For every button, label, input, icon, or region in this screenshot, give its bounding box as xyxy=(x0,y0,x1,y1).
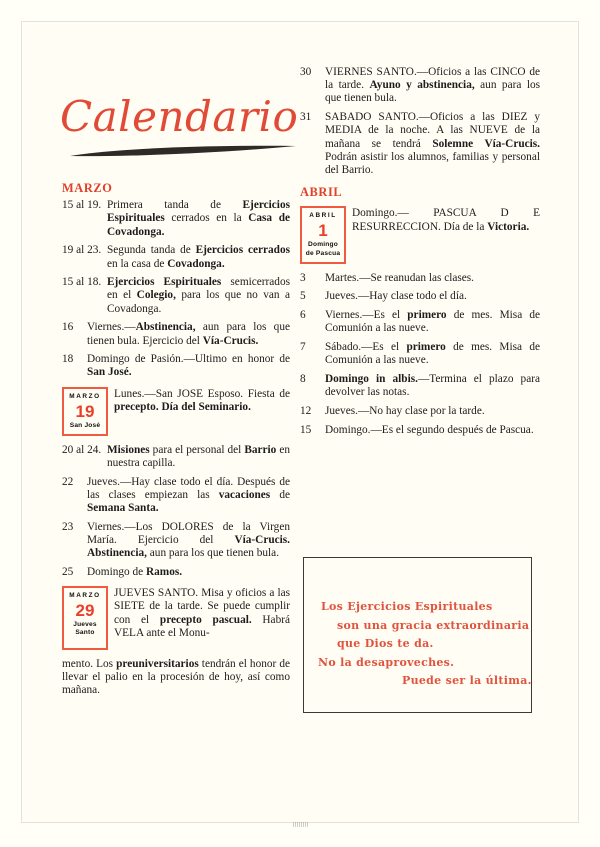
quote-line-2: son una gracia extraordinaria xyxy=(337,618,530,632)
entry-day: 23 xyxy=(62,520,74,533)
entry-text: Primera tanda de Ejercicios Espirituales cerrados en la Casa de Covadonga. xyxy=(107,199,290,238)
entry-text: Jueves.—No hay clase por la tarde. xyxy=(325,404,485,417)
entry-day: 30 xyxy=(300,66,312,78)
entry-day: 18 xyxy=(62,353,74,366)
quote-line-1: Los Ejercicios Espirituales xyxy=(321,600,493,613)
date-box-month: MARZO xyxy=(69,392,101,400)
title-swoosh-decoration xyxy=(68,144,298,158)
date-box-subtitle: Jueves Santo xyxy=(73,621,97,637)
date-box xyxy=(62,387,108,436)
entry-day: 12 xyxy=(300,404,312,417)
calendar-entry xyxy=(300,424,540,437)
entry-day: 25 xyxy=(62,565,74,578)
entry-day: 3 xyxy=(300,271,306,284)
date-box-number: 29 xyxy=(75,601,95,621)
calendar-entry xyxy=(62,353,290,379)
calendar-entry xyxy=(300,405,540,418)
entry-day: 6 xyxy=(300,309,306,322)
feast-day-entry-29 xyxy=(62,586,290,649)
entry-text: Viernes.—Abstinencia, aun para los que tienen bula. Ejercicio del Vía-Crucis. xyxy=(87,321,290,347)
page-title: Calendario xyxy=(60,92,299,141)
left-column xyxy=(62,182,290,697)
entry-day: 5 xyxy=(300,290,306,303)
date-box xyxy=(62,586,108,649)
entry-text: SABADO SANTO.—Oficios a las DIEZ y MEDIA de la noche. A las NUEVE de la mañana se tendrá Solemne Vía-Crucis. Podrán asistir los alumnos, familias y personal del Barrio. xyxy=(325,111,540,176)
calendar-entry xyxy=(62,521,290,561)
calendar-entry xyxy=(62,199,290,239)
calendar-entry xyxy=(300,66,540,106)
calendar-entry xyxy=(300,341,540,367)
calendar-entry xyxy=(62,244,290,270)
right-column xyxy=(300,66,540,442)
page-title-area xyxy=(60,92,320,166)
feast-day-text: JUEVES SANTO. Misa y oficios a las SIETE de la tarde. Se puede cumplir con el precepto pascual. Habrá VELA ante el Monu- xyxy=(114,587,290,639)
calendar-entry xyxy=(300,272,540,285)
entry-text: Segunda tanda de Ejercicios cerrados en la casa de Covadonga. xyxy=(107,244,290,270)
entry-text: Domingo de Pasión.—Ultimo en honor de San José. xyxy=(87,353,290,379)
calendar-entry xyxy=(300,111,540,177)
feast-day-text: Lunes.—San JOSE Esposo. Fiesta de precepto. Día del Seminario. xyxy=(114,387,290,413)
entry-day: 15 al 19. xyxy=(62,199,102,212)
feast-day-text: Domingo.— PASCUA D E RESURRECCION. Día de la Victoria. xyxy=(352,207,540,233)
calendar-entry xyxy=(62,321,290,347)
entry-day: 16 xyxy=(62,321,74,334)
page-bottom-mark xyxy=(293,822,309,827)
date-box-number: 1 xyxy=(318,221,328,241)
calendar-entry xyxy=(300,373,540,399)
month-heading-marzo: MARZO xyxy=(62,181,113,195)
quote-box xyxy=(303,557,532,713)
entry-day: 20 al 24. xyxy=(62,443,102,456)
entry-text: Sábado.—Es el primero de mes. Misa de Comunión a las nueve. xyxy=(325,341,540,367)
entry-day: 15 xyxy=(300,423,312,436)
entry-text: Jueves.—Hay clase todo el día. xyxy=(325,290,467,303)
entry-text: Domingo de Ramos. xyxy=(87,565,183,578)
date-box-month: ABRIL xyxy=(309,212,337,220)
calendar-entry xyxy=(300,290,540,303)
entry-text: Domingo in albis.—Termina el plazo para devolver las notas. xyxy=(325,372,540,399)
date-box-number: 19 xyxy=(75,401,95,421)
entry-text: Viernes.—Es el primero de mes. Misa de Comunión a las nueve. xyxy=(325,309,540,335)
calendar-entry xyxy=(62,276,290,316)
entry-text: VIERNES SANTO.—Oficios a las CINCO de la tarde. Ayuno y abstinencia, aun para los que tienen bula. xyxy=(325,66,541,105)
entry-text: Jueves.—Hay clase todo el día. Después de las clases empiezan las vacaciones de Semana Santa. xyxy=(87,475,290,515)
date-box-month: MARZO xyxy=(69,592,101,600)
entry-text: Ejercicios Espirituales semicerrados en el Colegio, para los que no van a Covadonga. xyxy=(107,276,290,315)
calendar-entry xyxy=(62,476,290,516)
date-box-subtitle: San José xyxy=(69,421,101,429)
entry-day: 19 al 23. xyxy=(62,244,102,257)
feast-day-entry-19 xyxy=(62,387,290,436)
calendar-entry xyxy=(300,309,540,335)
entry-day: 31 xyxy=(300,111,312,124)
entry-text: Domingo.—Es el segundo después de Pascua. xyxy=(325,423,534,436)
quote-line-3: que Dios te da. xyxy=(337,637,434,650)
entry-text: Martes.—Se reanudan las clases. xyxy=(325,271,475,284)
entry-day: 7 xyxy=(300,341,306,354)
calendar-entry xyxy=(62,566,290,579)
month-heading-abril: ABRIL xyxy=(300,185,343,200)
date-box xyxy=(300,206,346,263)
entry-text: Viernes.—Los DOLORES de la Virgen María. Ejercicio del Vía-Crucis. Abstinencia, aun para los que tienen bula. xyxy=(87,520,290,560)
date-box-subtitle: Domingo de Pascua xyxy=(305,241,341,257)
entry-day: 15 al 18. xyxy=(62,276,102,289)
feast-day-text-continued: mento. Los preuniversitarios tendrán el honor de llevar el palio en la procesión de hoy, así como mañana. xyxy=(62,657,290,696)
entry-day: 8 xyxy=(300,372,306,385)
quote-line-4: No la desaproveches. xyxy=(318,655,455,669)
entry-day: 22 xyxy=(62,475,74,488)
quote-line-5: Puede ser la última. xyxy=(402,674,532,687)
feast-day-entry-1 xyxy=(300,206,540,263)
calendar-entry xyxy=(62,444,290,470)
quote-text xyxy=(304,598,533,691)
entry-text: Misiones para el personal del Barrio en nuestra capilla. xyxy=(107,443,290,470)
